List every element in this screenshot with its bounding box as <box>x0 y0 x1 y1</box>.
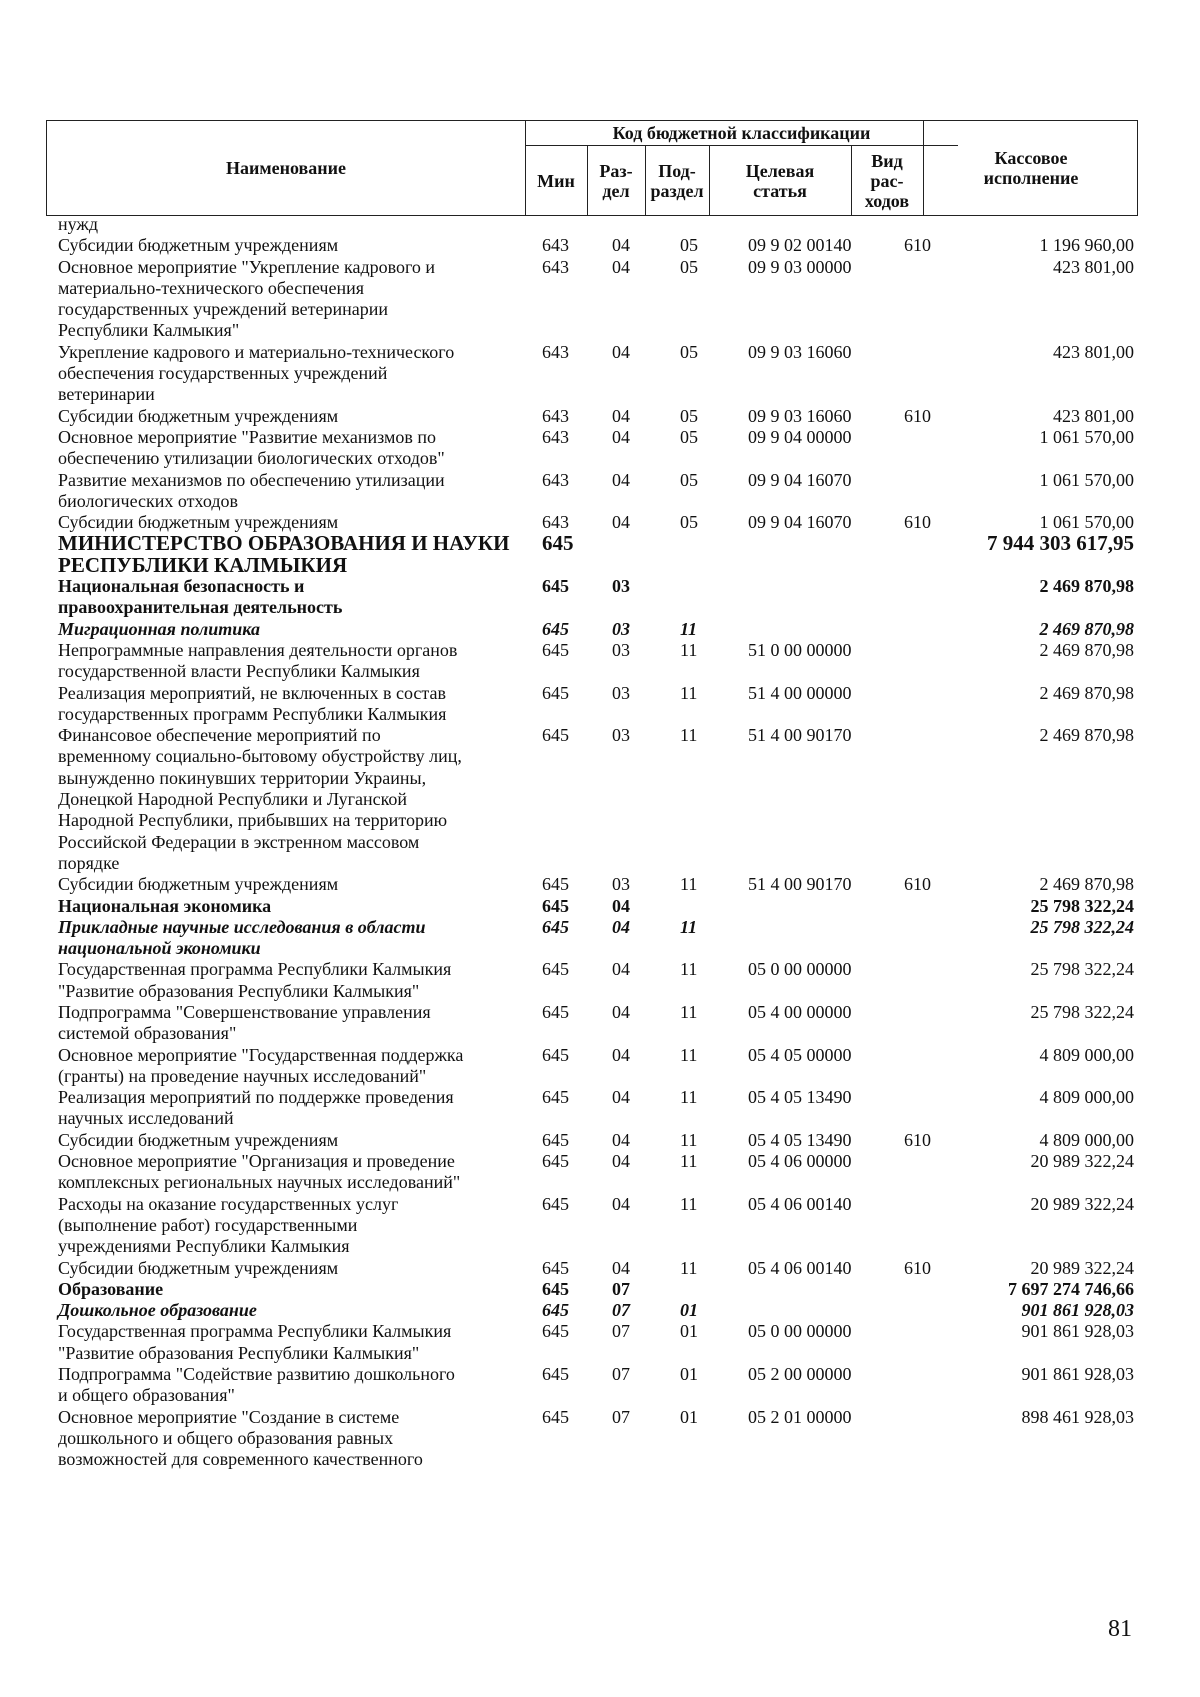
table-row <box>0 1364 1200 1407</box>
row-name: Расходы на оказание государственных услуг (выполнение работ) государственными учреждениями Республики Калмыкия <box>58 1193 399 1257</box>
cell-razd: 04 <box>612 1129 630 1150</box>
cell-min: 645 <box>542 874 569 895</box>
cell-min: 645 <box>542 1257 569 1278</box>
cell-cel: 05 4 06 00140 <box>748 1257 852 1278</box>
row-name: Основное мероприятие "Укрепление кадрового и материально-технического обеспечения государственных учреждений ветеринарии Республики Калмыкия" <box>58 256 436 341</box>
cell-razd: 07 <box>612 1278 630 1299</box>
cell-sum: 7 944 303 617,95 <box>987 531 1134 556</box>
cell-pod: 11 <box>680 1193 698 1214</box>
cell-sum: 2 469 870,98 <box>1039 618 1134 639</box>
row-name: Субсидии бюджетным учреждениям <box>58 874 339 895</box>
row-name: Основное мероприятие "Государственная поддержка (гранты) на проведение научных исследований" <box>58 1044 464 1086</box>
cell-razd: 04 <box>612 895 630 916</box>
cell-sum: 2 469 870,98 <box>1039 725 1134 746</box>
cell-min: 645 <box>542 531 574 556</box>
cell-razd: 04 <box>612 959 630 980</box>
cell-pod: 11 <box>680 1129 698 1150</box>
cell-sum: 2 469 870,98 <box>1039 682 1134 703</box>
row-name: нужд <box>58 214 98 234</box>
cell-sum: 901 861 928,03 <box>1021 1321 1134 1342</box>
cell-razd: 04 <box>612 235 630 256</box>
row-name: Образование <box>58 1278 164 1299</box>
cell-cel: 51 4 00 90170 <box>748 725 852 746</box>
header-kassovoe: Кассовое исполнение <box>983 148 1079 188</box>
table-row <box>0 1321 1200 1364</box>
cell-min: 645 <box>542 1151 569 1172</box>
cell-pod: 11 <box>680 725 698 746</box>
table-row <box>0 470 1200 513</box>
table-row <box>0 683 1200 726</box>
cell-cel: 51 4 00 00000 <box>748 682 852 703</box>
cell-razd: 04 <box>612 1002 630 1022</box>
cell-pod: 11 <box>680 1257 698 1278</box>
row-name: Национальная безопасность и правоохранительная деятельность <box>58 576 343 618</box>
cell-razd: 07 <box>612 1364 630 1385</box>
table-row <box>0 1300 1200 1321</box>
cell-sum: 901 861 928,03 <box>1021 1300 1134 1321</box>
cell-min: 643 <box>542 512 569 533</box>
cell-cel: 09 9 04 00000 <box>748 426 852 447</box>
table-row <box>0 1130 1200 1151</box>
row-name: Национальная экономика <box>58 895 272 916</box>
cell-pod: 01 <box>680 1406 698 1427</box>
cell-min: 643 <box>542 405 569 426</box>
cell-razd: 04 <box>612 1151 630 1172</box>
cell-min: 645 <box>542 725 569 746</box>
cell-razd: 04 <box>612 916 630 937</box>
table-row <box>0 1258 1200 1279</box>
cell-min: 645 <box>542 959 569 980</box>
header-razdel: Раз- дел <box>599 161 633 201</box>
cell-min: 645 <box>542 1087 569 1108</box>
cell-sum: 25 798 322,24 <box>1030 1002 1134 1022</box>
table-row <box>0 874 1200 895</box>
cell-sum: 4 809 000,00 <box>1039 1087 1134 1108</box>
cell-pod: 05 <box>680 256 698 277</box>
cell-cel: 05 2 01 00000 <box>748 1406 852 1427</box>
cell-sum: 1 061 570,00 <box>1039 426 1134 447</box>
cell-min: 643 <box>542 235 569 256</box>
cell-cel: 05 4 05 13490 <box>748 1087 852 1108</box>
cell-pod: 01 <box>680 1300 698 1321</box>
cell-min: 643 <box>542 426 569 447</box>
table-row <box>0 619 1200 640</box>
cell-min: 645 <box>542 916 569 937</box>
cell-pod: 11 <box>680 874 698 895</box>
cell-sum: 423 801,00 <box>1053 256 1134 277</box>
table-row <box>0 1151 1200 1194</box>
cell-cel: 05 2 00 00000 <box>748 1364 852 1385</box>
table-row <box>0 257 1200 342</box>
row-name: Основное мероприятие "Создание в системе дошкольного и общего образования равных возможностей для современного качественного <box>58 1406 423 1470</box>
table-header <box>46 120 1138 216</box>
cell-min: 645 <box>542 895 569 916</box>
row-name: Государственная программа Республики Калмыкия "Развитие образования Республики Калмыкия" <box>58 959 452 1001</box>
cell-pod: 11 <box>680 1044 698 1065</box>
cell-min: 643 <box>542 256 569 277</box>
cell-vid: 610 <box>904 235 931 256</box>
cell-razd: 04 <box>612 405 630 426</box>
cell-cel: 51 4 00 90170 <box>748 874 852 895</box>
table-row <box>0 512 1200 533</box>
cell-cel: 05 4 06 00000 <box>748 1151 852 1172</box>
row-name: Развитие механизмов по обеспечению утилизации биологических отходов <box>58 469 445 511</box>
table-row <box>0 959 1200 1002</box>
cell-pod: 05 <box>680 426 698 447</box>
row-name: Основное мероприятие "Организация и проведение комплексных региональных научных исследований" <box>58 1151 461 1193</box>
table-row <box>0 1194 1200 1258</box>
cell-razd: 04 <box>612 1087 630 1108</box>
table-row <box>0 1045 1200 1088</box>
cell-min: 645 <box>542 1044 569 1065</box>
cell-razd: 04 <box>612 1193 630 1214</box>
cell-vid: 610 <box>904 1257 931 1278</box>
cell-razd: 07 <box>612 1406 630 1427</box>
row-name: Субсидии бюджетным учреждениям <box>58 1257 339 1278</box>
row-name: Финансовое обеспечение мероприятий по временному социально-бытовому обустройству лиц, вынужденно покинувших территории Украины, Донецкой Народной Республики и Луганской Народной Республики, прибывших на территорию Российской Федерации в экстренном массовом порядке <box>58 725 462 873</box>
cell-cel: 09 9 03 00000 <box>748 256 852 277</box>
cell-razd: 04 <box>612 469 630 490</box>
cell-pod: 11 <box>680 618 698 639</box>
table-row <box>0 917 1200 960</box>
header-name: Наименование <box>226 158 346 178</box>
row-name: Субсидии бюджетным учреждениям <box>58 1129 339 1150</box>
cell-sum: 2 469 870,98 <box>1039 576 1134 597</box>
cell-min: 645 <box>542 1300 569 1321</box>
table-row <box>0 725 1200 874</box>
cell-sum: 20 989 322,24 <box>1030 1193 1134 1214</box>
cell-min: 645 <box>542 1406 569 1427</box>
cell-sum: 25 798 322,24 <box>1030 916 1134 937</box>
header-vid: Вид рас- ходов <box>864 151 910 211</box>
cell-cel: 05 4 05 13490 <box>748 1129 852 1150</box>
cell-cel: 05 4 05 00000 <box>748 1044 852 1065</box>
cell-sum: 901 861 928,03 <box>1021 1364 1134 1385</box>
table-body <box>0 214 1200 1471</box>
cell-sum: 20 989 322,24 <box>1030 1257 1134 1278</box>
cell-cel: 09 9 03 16060 <box>748 405 852 426</box>
cell-razd: 03 <box>612 576 630 597</box>
row-name: Субсидии бюджетным учреждениям <box>58 512 339 533</box>
header-podrazdel: Под- раздел <box>650 161 704 201</box>
cell-razd: 07 <box>612 1300 630 1321</box>
cell-sum: 1 061 570,00 <box>1039 469 1134 490</box>
cell-vid: 610 <box>904 1129 931 1150</box>
cell-sum: 25 798 322,24 <box>1030 959 1134 980</box>
cell-razd: 03 <box>612 874 630 895</box>
cell-min: 645 <box>542 1364 569 1385</box>
row-name: Подпрограмма "Совершенствование управления системой образования" <box>58 1002 431 1044</box>
table-row <box>0 576 1200 619</box>
cell-pod: 11 <box>680 959 698 980</box>
cell-razd: 03 <box>612 618 630 639</box>
cell-pod: 11 <box>680 639 698 660</box>
cell-pod: 01 <box>680 1321 698 1342</box>
table-row <box>0 1002 1200 1045</box>
cell-razd: 03 <box>612 682 630 703</box>
cell-pod: 11 <box>680 1087 698 1108</box>
row-name: Непрограммные направления деятельности органов государственной власти Республики Калмыкия <box>58 639 458 682</box>
cell-cel: 05 4 00 00000 <box>748 1002 852 1022</box>
cell-vid: 610 <box>904 405 931 426</box>
table-row <box>0 214 1200 235</box>
cell-cel: 05 0 00 00000 <box>748 959 852 980</box>
table-row <box>0 640 1200 683</box>
cell-sum: 2 469 870,98 <box>1039 874 1134 895</box>
cell-sum: 7 697 274 746,66 <box>1008 1278 1134 1299</box>
cell-pod: 11 <box>680 682 698 703</box>
cell-pod: 11 <box>680 916 698 937</box>
cell-cel: 09 9 03 16060 <box>748 341 852 362</box>
header-group: Код бюджетной классификации <box>612 122 871 143</box>
page-number: 81 <box>1108 1616 1132 1642</box>
table-row <box>0 406 1200 427</box>
cell-sum: 423 801,00 <box>1053 405 1134 426</box>
cell-min: 643 <box>542 341 569 362</box>
cell-min: 645 <box>542 682 569 703</box>
cell-sum: 25 798 322,24 <box>1030 895 1134 916</box>
table-row <box>0 896 1200 917</box>
row-name: Укрепление кадрового и материально-технического обеспечения государственных учреждений ветеринарии <box>58 341 455 405</box>
cell-razd: 03 <box>612 725 630 746</box>
table-row <box>0 427 1200 470</box>
cell-min: 645 <box>542 1129 569 1150</box>
cell-sum: 1 196 960,00 <box>1039 235 1134 256</box>
cell-razd: 04 <box>612 341 630 362</box>
cell-pod: 05 <box>680 341 698 362</box>
table-row <box>0 235 1200 256</box>
row-name: Субсидии бюджетным учреждениям <box>58 235 339 256</box>
row-name: Миграционная политика <box>58 618 260 639</box>
cell-cel: 05 4 06 00140 <box>748 1193 852 1214</box>
cell-sum: 2 469 870,98 <box>1039 639 1134 660</box>
cell-sum: 1 061 570,00 <box>1039 512 1134 533</box>
cell-pod: 05 <box>680 405 698 426</box>
cell-min: 645 <box>542 1193 569 1214</box>
header-min: Мин <box>537 171 575 191</box>
cell-razd: 04 <box>612 426 630 447</box>
cell-pod: 05 <box>680 235 698 256</box>
row-name: Основное мероприятие "Развитие механизмов по обеспечению утилизации биологических отходов" <box>58 426 445 469</box>
table-row <box>0 533 1200 576</box>
row-name: Государственная программа Республики Калмыкия "Развитие образования Республики Калмыкия" <box>58 1321 452 1363</box>
cell-sum: 898 461 928,03 <box>1021 1406 1134 1427</box>
cell-pod: 05 <box>680 469 698 490</box>
row-name: Субсидии бюджетным учреждениям <box>58 405 339 426</box>
row-name: МИНИСТЕРСТВО ОБРАЗОВАНИЯ И НАУКИ РЕСПУБЛИКИ КАЛМЫКИЯ <box>58 531 510 577</box>
cell-cel: 51 0 00 00000 <box>748 639 852 660</box>
cell-cel: 05 0 00 00000 <box>748 1321 852 1342</box>
cell-razd: 04 <box>612 512 630 533</box>
cell-sum: 4 809 000,00 <box>1039 1129 1134 1150</box>
table-row <box>0 1407 1200 1471</box>
cell-razd: 04 <box>612 256 630 277</box>
cell-sum: 423 801,00 <box>1053 341 1134 362</box>
table-row <box>0 1087 1200 1130</box>
row-name: Реализация мероприятий по поддержке проведения научных исследований <box>58 1087 454 1129</box>
cell-vid: 610 <box>904 874 931 895</box>
cell-cel: 09 9 02 00140 <box>748 235 852 256</box>
cell-razd: 04 <box>612 1044 630 1065</box>
cell-min: 645 <box>542 1278 569 1299</box>
cell-vid: 610 <box>904 512 931 533</box>
cell-min: 645 <box>542 618 569 639</box>
row-name: Реализация мероприятий, не включенных в состав государственных программ Республики Калмыкия <box>58 682 447 724</box>
cell-min: 645 <box>542 576 569 597</box>
table-row <box>0 342 1200 406</box>
table-row <box>0 1279 1200 1300</box>
row-name: Дошкольное образование <box>58 1300 257 1321</box>
cell-razd: 03 <box>612 639 630 660</box>
cell-min: 643 <box>542 469 569 490</box>
row-name: Подпрограмма "Содействие развитию дошкольного и общего образования" <box>58 1364 455 1406</box>
cell-razd: 07 <box>612 1321 630 1342</box>
cell-razd: 04 <box>612 1257 630 1278</box>
cell-sum: 4 809 000,00 <box>1039 1044 1134 1065</box>
cell-cel: 09 9 04 16070 <box>748 512 852 533</box>
cell-min: 645 <box>542 639 569 660</box>
cell-min: 645 <box>542 1002 569 1022</box>
header-celevaya: Целевая статья <box>745 161 815 201</box>
cell-pod: 11 <box>680 1002 698 1022</box>
cell-cel: 09 9 04 16070 <box>748 469 852 490</box>
cell-sum: 20 989 322,24 <box>1030 1151 1134 1172</box>
cell-min: 645 <box>542 1321 569 1342</box>
cell-pod: 05 <box>680 512 698 533</box>
cell-pod: 01 <box>680 1364 698 1385</box>
cell-pod: 11 <box>680 1151 698 1172</box>
row-name: Прикладные научные исследования в области национальной экономики <box>58 916 426 959</box>
